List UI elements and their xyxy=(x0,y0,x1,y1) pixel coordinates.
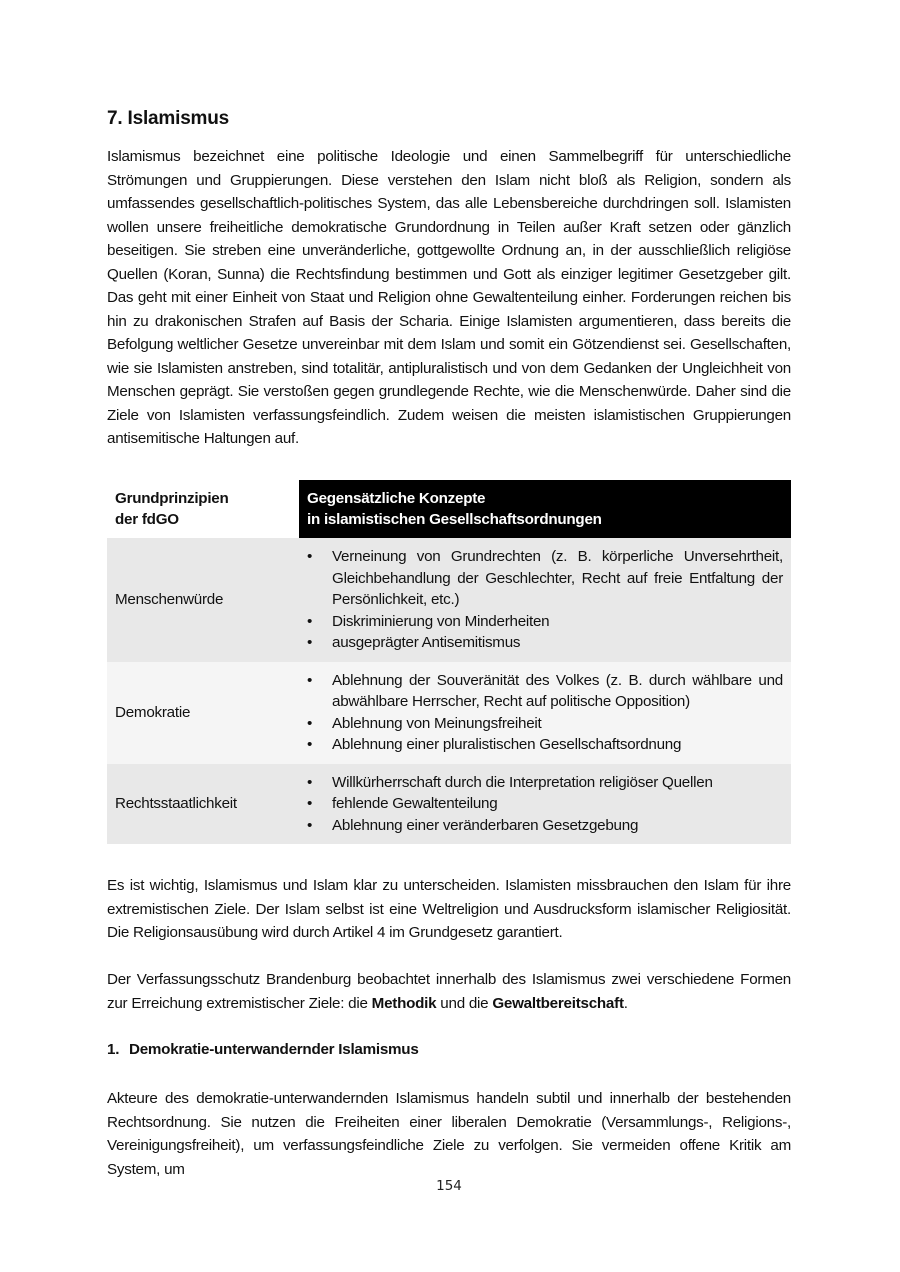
observation-paragraph xyxy=(107,968,791,1015)
subsection-heading xyxy=(107,1041,419,1058)
fdgo-concepts-table xyxy=(107,480,791,844)
observation-bold-methodik: Methodik xyxy=(371,994,437,1012)
distinguish-paragraph: Es ist wichtig, Islamismus und Islam klar zu unterscheiden. Islamisten missbrauchen den Islam für ihre extremistischen Ziele. Der Islam selbst ist eine Weltreligion und Ausdrucksform islamischer Religiosität. Die Religionsausübung wird durch Artikel 4 im Grundgesetz garantiert. xyxy=(107,877,791,941)
table-header-row xyxy=(107,480,791,538)
concept-list xyxy=(303,670,783,756)
principle-cell: Rechtsstaatlichkeit xyxy=(107,764,299,845)
header-principles-line2: der fdGO xyxy=(115,511,179,528)
intro-paragraph: Islamismus bezeichnet eine politische Ideologie und einen Sammelbegriff für unterschiedliche Strömungen und Gruppierungen. Diese verstehen den Islam nicht bloß als Religion, sondern als umfassendes gesellschaftlich-politisches System, das alle Lebensbereiche durchdringen soll. Islamisten wollen unsere freiheitliche demokratische Grundordnung in Teilen außer Kraft setzen oder gänzlich beseitigen. Sie streben eine unveränderliche, gottgewollte Ordnung an, in der ausschließlich religiöse Quellen (Koran, Sunna) die Rechtsfindung bestimmen und Gott als einziger legitimer Gesetzgeber gilt. Das geht mit einer Einheit von Staat und Religion ohne Gewaltenteilung einher. Forderungen reichen bis hin zu drakonischen Strafen auf Basis der Scharia. Einige Islamisten argumentieren, dass bereits die Befolgung weltlicher Gesetze unvereinbar mit dem Islam und somit ein Götzendienst sei. Gesellschaften, wie sie Islamisten anstreben, sind totalitär, antipluralistisch und von dem Gedanken der Ungleichheit von Menschen geprägt. Sie verstoßen gegen grundlegende Rechte, wie die Menschenwürde. Daher sind die Ziele von Islamisten verfassungsfeindlich. Zudem weisen die meisten islamistischen Gruppierungen antisemitische Haltungen auf. xyxy=(107,148,791,447)
header-principles-line1: Grundprinzipien xyxy=(115,490,229,507)
list-item: • ausgeprägter Antisemitismus xyxy=(303,632,783,654)
subsection-number: 1. xyxy=(107,1041,120,1058)
list-item: • Ablehnung einer veränderbaren Gesetzgebung xyxy=(303,815,783,837)
concepts-cell xyxy=(299,764,791,845)
subsection-title: Demokratie-unterwandernder Islamismus xyxy=(129,1041,419,1058)
page-number: 154 xyxy=(436,1178,462,1194)
concept-list xyxy=(303,546,783,654)
principle-cell: Menschenwürde xyxy=(107,538,299,662)
header-concepts-line1: Gegensätzliche Konzepte xyxy=(307,490,486,507)
observation-text-before: Der Verfassungsschutz Brandenburg beobachtet innerhalb des Islamismus zwei verschiedene Formen zur Erreichung extremistischer Ziele: die xyxy=(107,971,791,1012)
list-item: • fehlende Gewaltenteilung xyxy=(303,793,783,815)
list-item: • Diskriminierung von Minderheiten xyxy=(303,611,783,633)
concepts-cell xyxy=(299,662,791,764)
concept-list xyxy=(303,772,783,837)
section-heading: 7. Islamismus xyxy=(107,108,230,129)
observation-text-middle: und die xyxy=(436,994,493,1012)
list-item: • Willkürherrschaft durch die Interpretation religiöser Quellen xyxy=(303,772,783,794)
header-concepts xyxy=(299,480,791,538)
actors-paragraph: Akteure des demokratie-unterwandernden Islamismus handeln subtil und innerhalb der bestehenden Rechtsordnung. Sie nutzen die Freiheiten einer liberalen Demokratie (Versammlungs-, Religions-, Vereinigungsfreiheit), um verfassungsfeindliche Ziele zu verfolgen. Sie vermeiden offene Kritik am System, um xyxy=(107,1090,791,1178)
observation-bold-gewalt: Gewaltbereitschaft xyxy=(492,994,624,1012)
observation-text-after: . xyxy=(623,994,628,1012)
list-item: • Ablehnung einer pluralistischen Gesellschaftsordnung xyxy=(303,734,783,756)
table-row-demokratie xyxy=(107,662,791,764)
list-item: • Ablehnung von Meinungsfreiheit xyxy=(303,713,783,735)
table-row-rechtsstaatlichkeit xyxy=(107,764,791,845)
header-concepts-line2: in islamistischen Gesellschaftsordnungen xyxy=(307,511,602,528)
list-item: • Ablehnung der Souveränität des Volkes (z. B. durch wählbare und abwählbare Herrscher, Recht auf politische Opposition) xyxy=(303,670,783,713)
concepts-cell xyxy=(299,538,791,662)
table-row-menschenwuerde xyxy=(107,538,791,662)
list-item: • Verneinung von Grundrechten (z. B. körperliche Unversehrtheit, Gleichbehandlung der Geschlechter, Recht auf freie Entfaltung der Persönlichkeit, etc.) xyxy=(303,546,783,611)
principle-cell: Demokratie xyxy=(107,662,299,764)
header-principles xyxy=(107,480,299,538)
